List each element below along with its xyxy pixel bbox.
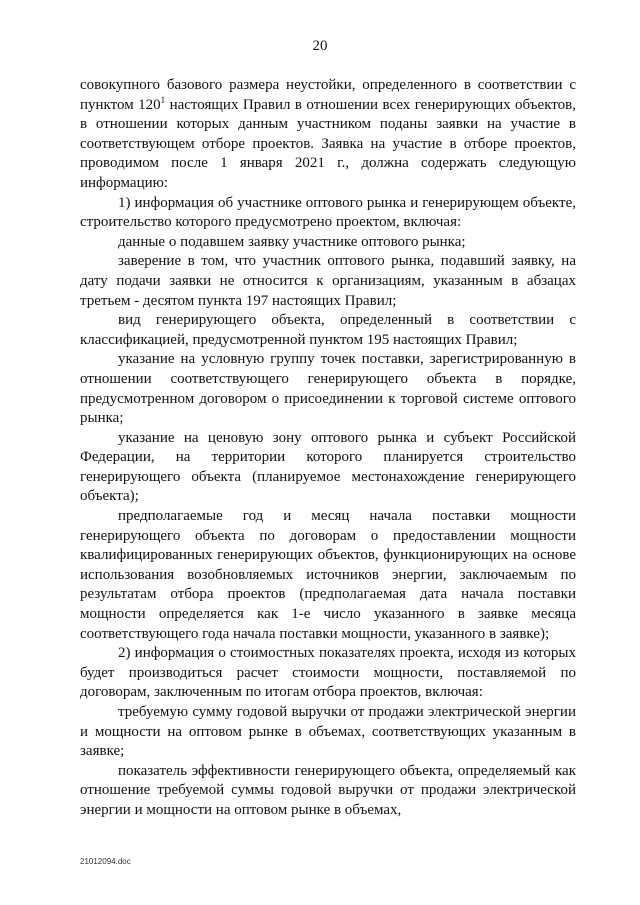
paragraph-text-after-sup: настоящих Правил в отношении всех генерирующих объектов, в отношении которых данным участником поданы заявки на участие в соответствующем отборе проектов. Заявка на участие в отборе проектов, проводимом после 1 января 2021 г., должна содержать следующую информацию: <box>80 96 576 191</box>
paragraph-text-before-sup: совокупного базового размера неустойки, определенного в соответствии с пунктом 120 <box>80 77 576 113</box>
paragraph-efficiency-indicator: показатель эффективности генерирующего объекта, определяемый как отношение требуемой суммы годовой выручки от продажи электрической энергии и мощности на оптовом рынке в объемах, <box>80 762 576 818</box>
paragraph-assurance: заверение в том, что участник оптового рынка, подавший заявку, на дату подачи заявки не относится к организациям, указанным в абзацах третьем - десятом пункта 197 настоящих Правил; <box>80 253 576 309</box>
paragraph-continuation <box>80 76 576 194</box>
footer-file-code: 21012094.doc <box>80 857 131 866</box>
paragraph-delivery-group: указание на условную группу точек поставки, зарегистрированную в отношении соответствующего генерирующего объекта в порядке, предусмотренном договором о присоединении к торговой системе оптового рынка; <box>80 351 576 427</box>
paragraph-participant-data: данные о подавшем заявку участнике оптового рынка; <box>118 233 466 250</box>
paragraph-start-date: предполагаемые год и месяц начала поставки мощности генерирующего объекта по договорам о предоставлении мощности квалифицированных генерирующих объектов, функционирующих на основе использования возобновляемых источников энергии, заключаемым по результатам отбора проектов (предполагаемая дата начала поставки мощности определяется как 1-е число указанного в заявке месяца соответствующего года начала поставки мощности, указанного в заявке); <box>80 508 576 642</box>
page-number: 20 <box>312 38 328 54</box>
paragraph-item-1: 1) информация об участнике оптового рынка и генерирующем объекте, строительство которого предусмотрено проектом, включая: <box>80 194 576 231</box>
superscript: 1 <box>160 94 166 105</box>
paragraph-required-revenue: требуемую сумму годовой выручки от продажи электрической энергии и мощности на оптовом рынке в объемах, соответствующих указанным в заявке; <box>80 704 576 760</box>
paragraph-object-type: вид генерирующего объекта, определенный в соответствии с классификацией, предусмотренной пунктом 195 настоящих Правил; <box>80 312 576 348</box>
document-body <box>80 76 576 821</box>
paragraph-price-zone: указание на ценовую зону оптового рынка и субъект Российской Федерации, на территории которого планируется строительство генерирующего объекта (планируемое местонахождение генерирующего объекта); <box>80 429 576 505</box>
paragraph-item-2: 2) информация о стоимостных показателях проекта, исходя из которых будет производиться расчет стоимости мощности, поставляемой по договорам, заключенным по итогам отбора проектов, включая: <box>80 645 576 701</box>
